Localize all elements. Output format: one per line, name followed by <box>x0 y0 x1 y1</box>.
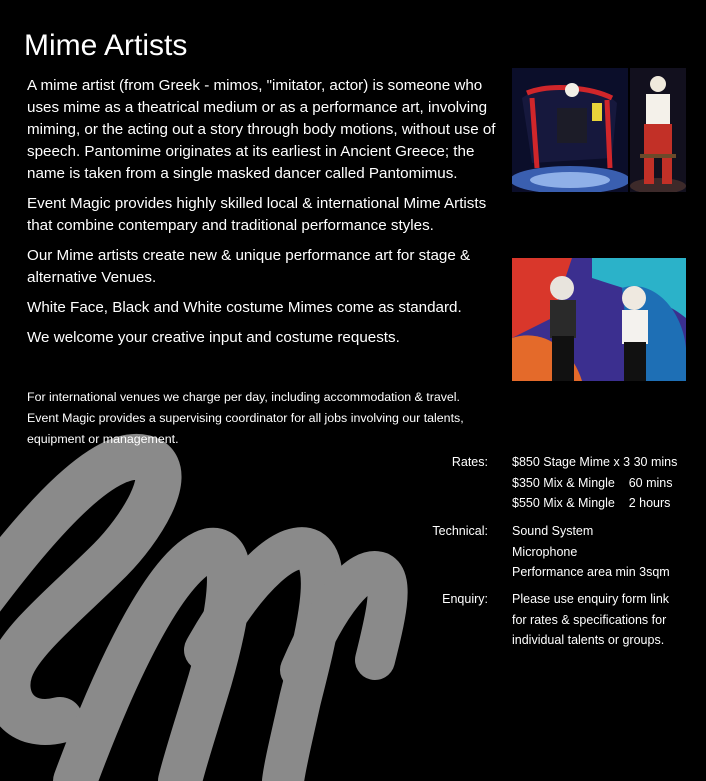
intro-paragraph: A mime artist (from Greek - mimos, "imitator, actor) is someone who uses mime as a theatrical medium or as a performance art, involving miming, or the acting out a story through body motions, without use of speech. Pantomime originates at its earliest in Ancient Greece; the name is taken from a single masked dancer called Pantomimus. <box>27 77 496 182</box>
note-line: equipment or management. <box>27 432 179 446</box>
rate-line: $350 Mix & Mingle 60 mins <box>512 475 673 490</box>
enquiry-line: Please use enquiry form link <box>512 592 670 606</box>
intro-paragraph: We welcome your creative input and costume requests. <box>27 329 400 346</box>
rates-label: Rates: <box>451 455 488 469</box>
note-line: For international venues we charge per day, including accommodation & travel. <box>27 390 460 404</box>
rate-line: $850 Stage Mime x 3 30 mins <box>512 455 678 469</box>
mime-stage-photo-2 <box>630 68 686 192</box>
enquiry-line: individual talents or groups. <box>512 633 665 647</box>
technical-line: Microphone <box>512 544 578 559</box>
technical-values <box>512 521 702 583</box>
intro-paragraph: Our Mime artists create new & unique performance art for stage & alternative Venues. <box>27 247 471 286</box>
intro-paragraph: White Face, Black and White costume Mimes come as standard. <box>27 299 462 316</box>
mime-duo-photo <box>512 258 686 381</box>
enquiry-label: Enquiry: <box>442 592 488 606</box>
rate-line: $550 Mix & Mingle 2 hours <box>512 496 671 510</box>
intro-text <box>27 75 502 357</box>
enquiry-line: for rates & specifications for <box>512 612 667 627</box>
note-line: Event Magic provides a supervising coordinator for all jobs involving our talents, <box>27 411 464 425</box>
rates-values <box>512 452 702 514</box>
mime-stage-photo-1 <box>512 68 628 192</box>
notes <box>27 387 497 450</box>
technical-line: Sound System <box>512 524 594 538</box>
technical-label: Technical: <box>432 524 488 538</box>
enquiry-values <box>512 589 702 651</box>
intro-paragraph: Event Magic provides highly skilled local & international Mime Artists that combine contempary and traditional performance styles. <box>27 195 487 234</box>
page-title: Mime Artists <box>24 29 188 62</box>
technical-line: Performance area min 3sqm <box>512 565 670 579</box>
